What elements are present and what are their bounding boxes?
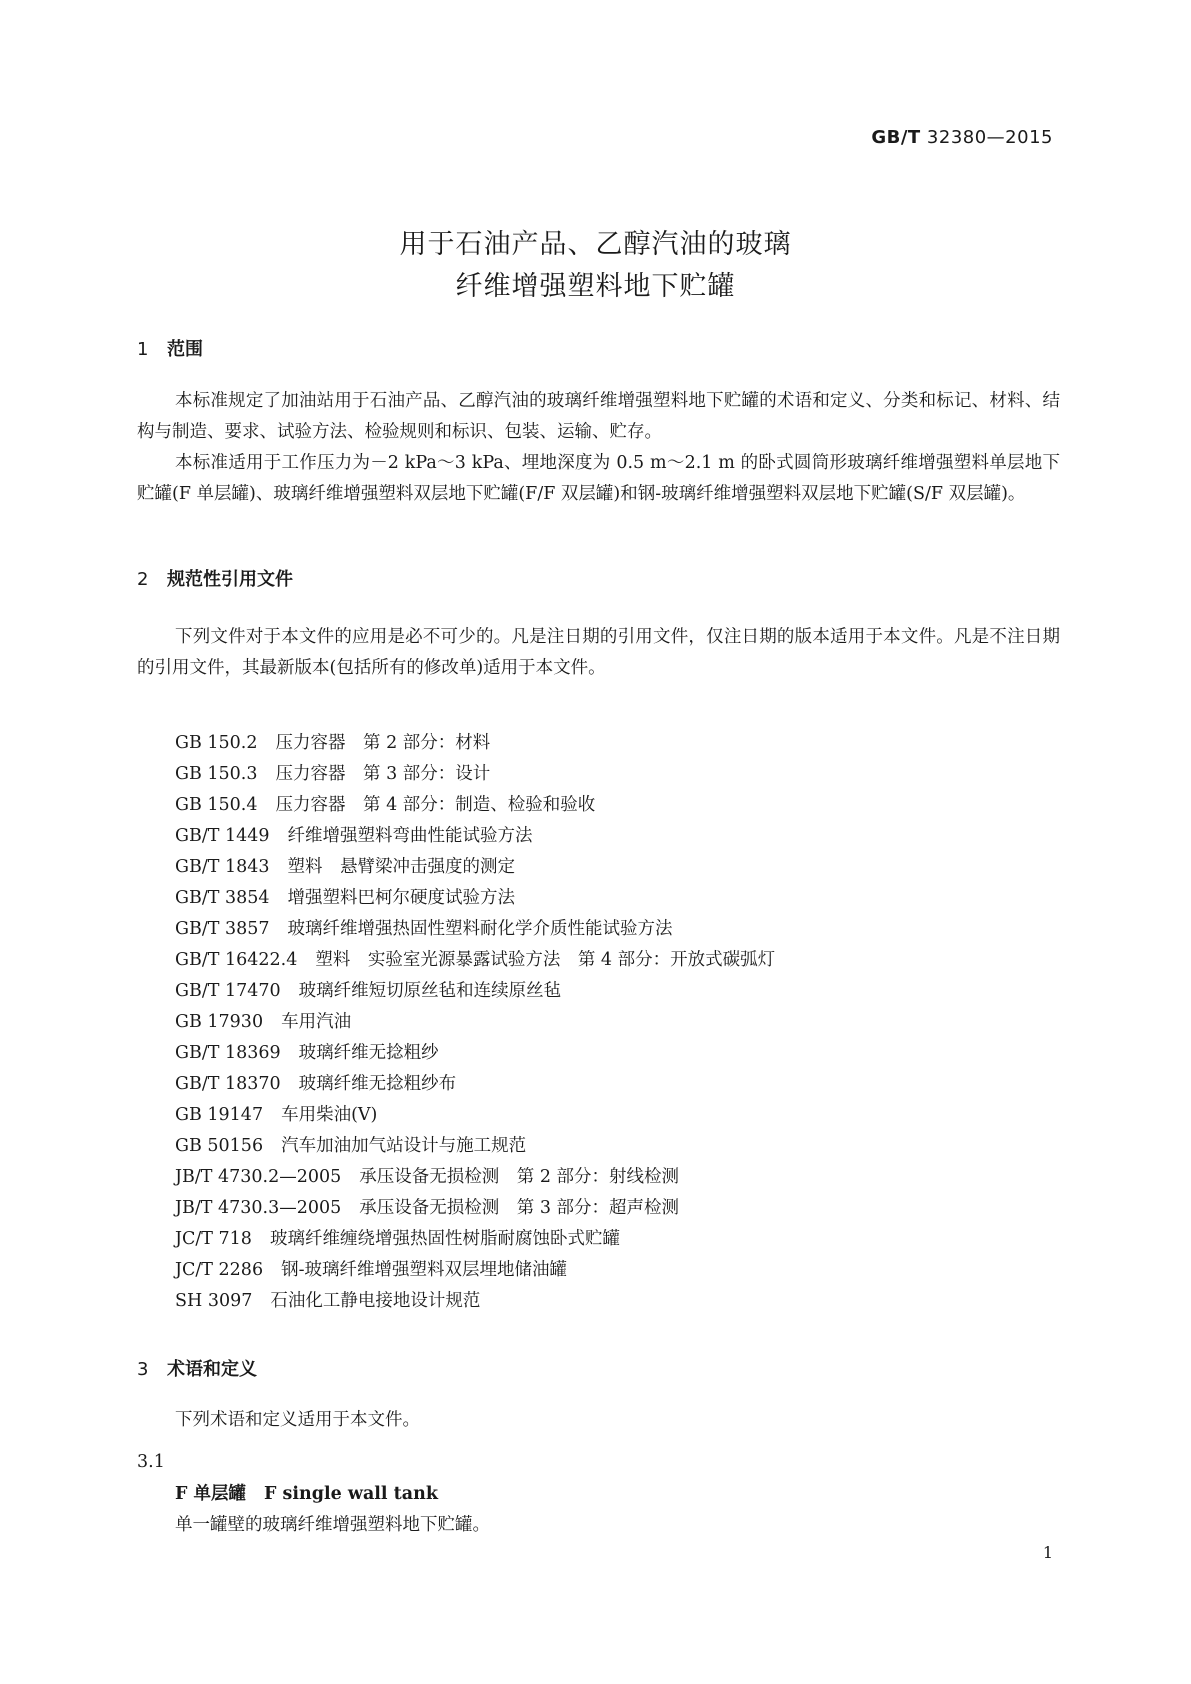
reference-item bbox=[175, 790, 775, 821]
section-2-heading bbox=[137, 565, 293, 591]
reference-title: 玻璃纤维缠绕增强热固性树脂耐腐蚀卧式贮罐 bbox=[269, 1229, 620, 1249]
document-title bbox=[0, 224, 1191, 308]
reference-item bbox=[175, 852, 775, 883]
title-line-1: 用于石油产品、乙醇汽油的玻璃 bbox=[399, 229, 792, 260]
reference-code: GB 150.3 bbox=[175, 764, 258, 784]
reference-code: JC/T 718 bbox=[175, 1229, 252, 1249]
section-3-intro: 下列术语和定义适用于本文件。 bbox=[175, 1410, 420, 1430]
reference-code: GB/T 1449 bbox=[175, 826, 270, 846]
reference-title: 承压设备无损检测 第 3 部分：超声检测 bbox=[359, 1198, 680, 1218]
reference-item bbox=[175, 1007, 775, 1038]
reference-title: 玻璃纤维无捻粗纱 bbox=[298, 1043, 439, 1063]
reference-title: 塑料 实验室光源暴露试验方法 第 4 部分：开放式碳弧灯 bbox=[315, 950, 776, 970]
term-number: 3.1 bbox=[137, 1452, 165, 1472]
page-number: 1 bbox=[1042, 1543, 1053, 1562]
section-1-paragraph-1: 本标准规定了加油站用于石油产品、乙醇汽油的玻璃纤维增强塑料地下贮罐的术语和定义、分类和标记、材料、结构与制造、要求、试验方法、检验规则和标识、包装、运输、贮存。 bbox=[137, 391, 1060, 442]
reference-list bbox=[175, 728, 775, 1317]
reference-item bbox=[175, 883, 775, 914]
reference-item bbox=[175, 1162, 775, 1193]
reference-item bbox=[175, 821, 775, 852]
section-1-number: 1 bbox=[137, 339, 149, 360]
reference-code: GB 50156 bbox=[175, 1136, 264, 1156]
standard-code: 32380—2015 bbox=[926, 127, 1053, 148]
reference-code: GB/T 3857 bbox=[175, 919, 270, 939]
term-name bbox=[175, 1480, 438, 1505]
reference-item bbox=[175, 945, 775, 976]
reference-title: 石油化工静电接地设计规范 bbox=[270, 1291, 481, 1311]
reference-title: 玻璃纤维增强热固性塑料耐化学介质性能试验方法 bbox=[287, 919, 673, 939]
reference-title: 钢-玻璃纤维增强塑料双层埋地储油罐 bbox=[281, 1260, 567, 1280]
section-2-intro: 下列文件对于本文件的应用是必不可少的。凡是注日期的引用文件，仅注日期的版本适用于本文件。凡是不注日期的引用文件，其最新版本(包括所有的修改单)适用于本文件。 bbox=[137, 627, 1060, 678]
reference-item bbox=[175, 1100, 775, 1131]
reference-title: 增强塑料巴柯尔硬度试验方法 bbox=[287, 888, 516, 908]
reference-code: GB/T 3854 bbox=[175, 888, 270, 908]
section-1-title: 范围 bbox=[167, 339, 203, 360]
reference-code: SH 3097 bbox=[175, 1291, 253, 1311]
reference-title: 汽车加油加气站设计与施工规范 bbox=[281, 1136, 527, 1156]
section-2-title: 规范性引用文件 bbox=[167, 569, 293, 590]
section-3-title: 术语和定义 bbox=[167, 1359, 257, 1380]
reference-item bbox=[175, 1193, 775, 1224]
reference-code: JC/T 2286 bbox=[175, 1260, 264, 1280]
term-definition: 单一罐壁的玻璃纤维增强塑料地下贮罐。 bbox=[175, 1515, 490, 1535]
reference-title: 塑料 悬臂梁冲击强度的测定 bbox=[287, 857, 516, 877]
reference-item bbox=[175, 976, 775, 1007]
reference-code: GB/T 18370 bbox=[175, 1074, 281, 1094]
reference-title: 玻璃纤维无捻粗纱布 bbox=[298, 1074, 457, 1094]
section-2-number: 2 bbox=[137, 569, 149, 590]
reference-item bbox=[175, 1038, 775, 1069]
reference-title: 压力容器 第 2 部分：材料 bbox=[275, 733, 491, 753]
section-1-heading bbox=[137, 335, 203, 361]
reference-title: 压力容器 第 4 部分：制造、检验和验收 bbox=[275, 795, 596, 815]
reference-title: 车用柴油(Ⅴ) bbox=[281, 1105, 378, 1125]
reference-item bbox=[175, 728, 775, 759]
reference-code: GB/T 1843 bbox=[175, 857, 270, 877]
standard-prefix: GB/T bbox=[871, 127, 921, 148]
term-name-english: F single wall tank bbox=[264, 1484, 438, 1504]
reference-code: GB/T 17470 bbox=[175, 981, 281, 1001]
section-3-number: 3 bbox=[137, 1359, 149, 1380]
reference-code: GB/T 18369 bbox=[175, 1043, 281, 1063]
section-3-heading bbox=[137, 1355, 257, 1381]
reference-title: 玻璃纤维短切原丝毡和连续原丝毡 bbox=[298, 981, 562, 1001]
section-1-paragraph-2: 本标准适用于工作压力为－2 kPa～3 kPa、埋地深度为 0.5 m～2.1 m 的卧式圆筒形玻璃纤维增强塑料单层地下贮罐(F 单层罐)、玻璃纤维增强塑料双层地下贮罐(F/F 双层罐)和钢-玻璃纤维增强塑料双层地下贮罐(S/F 双层罐)。 bbox=[137, 453, 1060, 504]
reference-item bbox=[175, 914, 775, 945]
reference-title: 压力容器 第 3 部分：设计 bbox=[275, 764, 491, 784]
term-name-chinese: F 单层罐 bbox=[175, 1484, 247, 1504]
reference-code: GB/T 16422.4 bbox=[175, 950, 298, 970]
reference-code: GB 19147 bbox=[175, 1105, 264, 1125]
reference-code: JB/T 4730.3—2005 bbox=[175, 1198, 342, 1218]
reference-code: GB 17930 bbox=[175, 1012, 264, 1032]
reference-title: 承压设备无损检测 第 2 部分：射线检测 bbox=[359, 1167, 680, 1187]
reference-title: 纤维增强塑料弯曲性能试验方法 bbox=[287, 826, 533, 846]
reference-item bbox=[175, 1255, 775, 1286]
title-line-2: 纤维增强塑料地下贮罐 bbox=[455, 271, 736, 302]
reference-item bbox=[175, 1069, 775, 1100]
reference-item bbox=[175, 759, 775, 790]
reference-code: JB/T 4730.2—2005 bbox=[175, 1167, 342, 1187]
reference-item bbox=[175, 1131, 775, 1162]
standard-number bbox=[871, 127, 1053, 148]
reference-title: 车用汽油 bbox=[281, 1012, 352, 1032]
reference-code: GB 150.4 bbox=[175, 795, 258, 815]
reference-item bbox=[175, 1224, 775, 1255]
reference-item bbox=[175, 1286, 775, 1317]
reference-code: GB 150.2 bbox=[175, 733, 258, 753]
